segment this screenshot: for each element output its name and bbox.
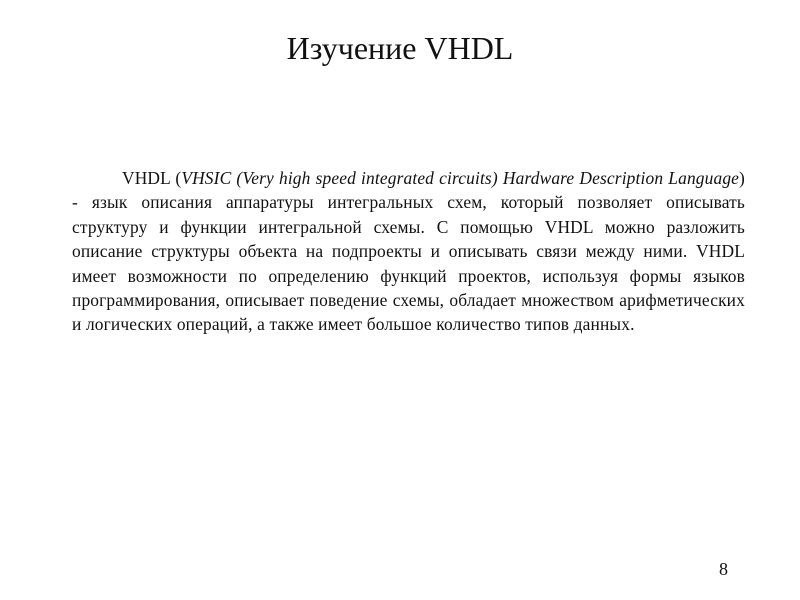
paragraph-expansion: VHSIC (Very high speed integrated circuits) Hardware Description Language	[181, 168, 740, 188]
paragraph-text: ) - язык описания аппаратуры интегральных схем, который позволяет описывать структуру и функции интегральной схемы. С помощью VHDL можно разложить описание структуры объекта на подпроекты и описывать связи между ними. VHDL имеет возможности по определению функций проектов, используя формы языков программирования, описывает поведение схемы, обладает множеством арифметических и логических операций, а также имеет большое количество типов данных.	[72, 168, 745, 335]
paragraph-term: VHDL (	[122, 168, 182, 188]
body-paragraph	[72, 166, 745, 337]
page-number: 8	[719, 559, 728, 579]
slide-title: Изучение VHDL	[286, 30, 514, 66]
